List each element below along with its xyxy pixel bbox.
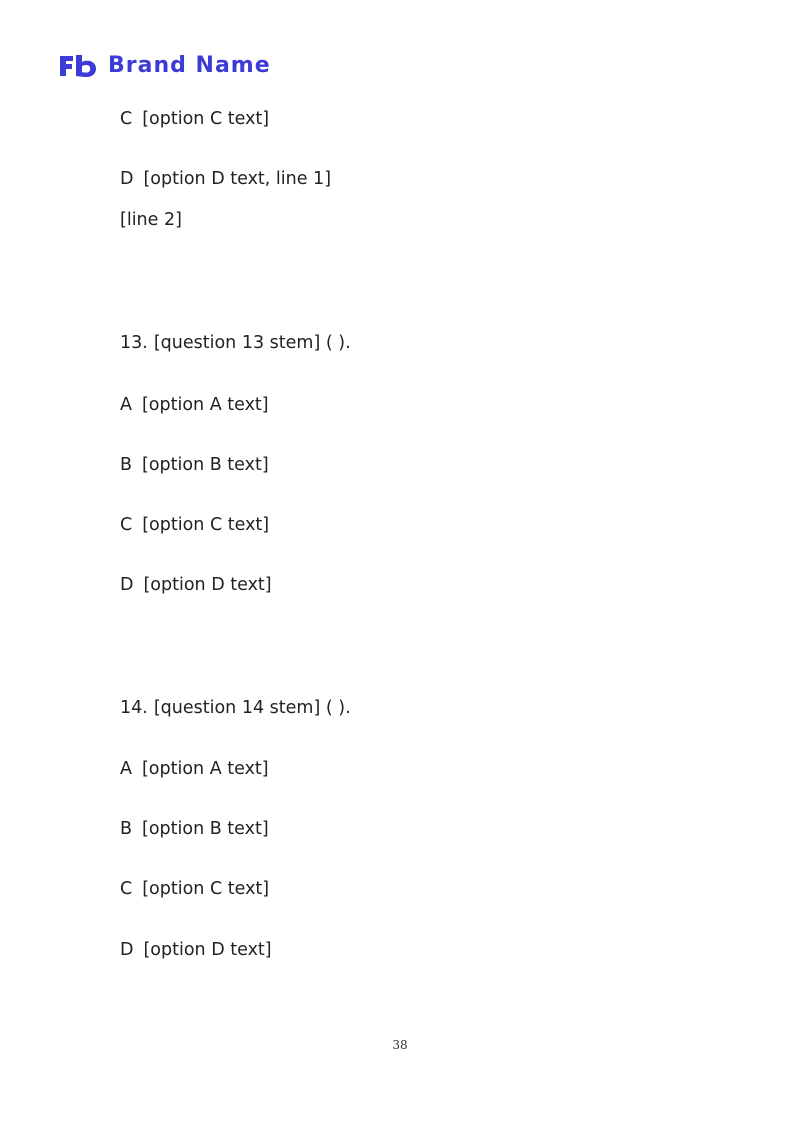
question-13-option-b xyxy=(120,453,269,477)
question-14-stem xyxy=(120,696,351,720)
option-text: [option D text] xyxy=(143,575,272,595)
question-13-option-a xyxy=(120,393,269,417)
brand-name: Brand Name xyxy=(108,53,271,78)
option-letter: D xyxy=(120,169,134,189)
option-letter: C xyxy=(120,109,133,129)
list-item xyxy=(120,167,331,191)
option-text: [option A text] xyxy=(141,395,269,415)
option-text: [option D text] xyxy=(143,940,272,960)
option-letter: A xyxy=(120,395,132,415)
option-text: [option C text] xyxy=(142,109,270,129)
brand-header xyxy=(58,52,271,80)
list-item-continuation xyxy=(120,208,182,232)
option-letter: D xyxy=(120,575,134,595)
question-14-option-a xyxy=(120,757,269,781)
question-14-option-c xyxy=(120,877,269,901)
question-14-option-d xyxy=(120,938,272,962)
option-letter: B xyxy=(120,819,133,839)
option-text: [option D text, line 1] xyxy=(143,169,332,189)
option-letter: C xyxy=(120,879,133,899)
list-item xyxy=(120,107,269,131)
option-letter: C xyxy=(120,515,133,535)
page-number: 38 xyxy=(392,1038,408,1052)
question-text: [question 14 stem] ( ). xyxy=(153,698,351,718)
option-letter: B xyxy=(120,455,133,475)
option-text: [option B text] xyxy=(142,455,269,475)
option-text: [option C text] xyxy=(142,515,270,535)
option-letter: D xyxy=(120,940,134,960)
option-text: [option A text] xyxy=(141,759,269,779)
option-letter: A xyxy=(120,759,132,779)
question-14-option-b xyxy=(120,817,269,841)
option-text: [option C text] xyxy=(142,879,270,899)
question-13-stem xyxy=(120,331,351,355)
brand-logo-icon xyxy=(58,52,100,80)
option-text: [line 2] xyxy=(120,210,182,230)
question-number: 13. xyxy=(120,333,148,353)
option-text: [option B text] xyxy=(142,819,269,839)
question-number: 14. xyxy=(120,698,148,718)
question-text: [question 13 stem] ( ). xyxy=(153,333,351,353)
question-13-option-d xyxy=(120,573,272,597)
question-13-option-c xyxy=(120,513,269,537)
